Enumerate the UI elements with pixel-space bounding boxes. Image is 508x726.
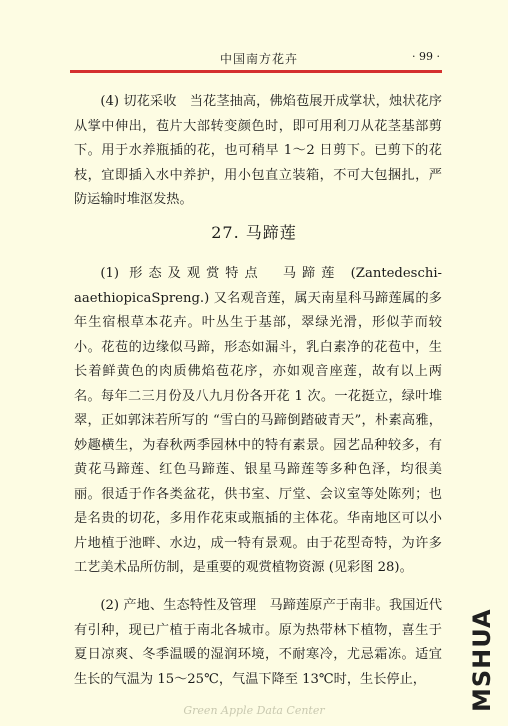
header-title: 中国南方花卉	[220, 52, 299, 66]
paragraph-cut-flower-harvest: (4) 切花采收 当花茎抽高，佛焰苞展开成掌状，烛状花序从掌中伸出，苞片大部转变颜色时，即可用利刀从花茎基部剪下。用于水养瓶插的花，也可稍早 1～2 日剪下。已剪下的花枝，宜即插入水中养护，用小包直立装箱，不可大包捆扎，严防运输时堆沤发热。	[74, 94, 442, 207]
footer-watermark: Green Apple Data Center	[183, 704, 325, 717]
page-header	[70, 50, 440, 70]
page-number: · 99 ·	[412, 50, 440, 63]
header-rule	[70, 70, 442, 73]
side-watermark: MSHUA	[468, 608, 496, 712]
paragraph-morphology: (1) 形态及观赏特点 马蹄莲 (Zantedeschi-aaethiopicaSpreng.) 又名观音莲，属天南星科马蹄莲属的多年生宿根草本花卉。叶丛生于基部，翠绿光滑，形似芋而较小。花苞的边缘似马蹄，形态如漏斗，乳白素净的花苞中，生长着鲜黄色的肉质佛焰苞花序，亦如观音座莲，故有以上两名。每年二三月份及八九月份各开花 1 次。一花挺立，绿叶堆翠，正如郭沫若所写的 “雪白的马蹄倒踏破青天”，朴素高雅，妙趣横生，为春秋两季园林中的特有素景。园艺品种较多，有黄花马蹄莲、红色马蹄莲、银星马蹄莲等多种色泽，均很美丽。很适于作各类盆花，供书室、厅堂、会议室等处陈列；也是名贵的切花，多用作花束或瓶插的主体花。华南地区可以小片地植于池畔、水边，成一特有景观。由于花型奇特，为许多工艺美术品所仿制，是重要的观赏植物资源 (见彩图 28)。	[74, 266, 442, 575]
paragraph-origin-ecology: (2) 产地、生态特性及管理 马蹄莲原产于南非。我国近代有引种，现已广植于南北各城市。原为热带林下植物，喜生于夏日凉爽、冬季温暖的湿润环境，不耐寒冷，尤忌霜冻。适宜生长的气温为 15～25℃，气温下降至 13℃时，生长停止，	[74, 598, 442, 687]
section-title: 27. 马蹄莲	[211, 223, 297, 242]
